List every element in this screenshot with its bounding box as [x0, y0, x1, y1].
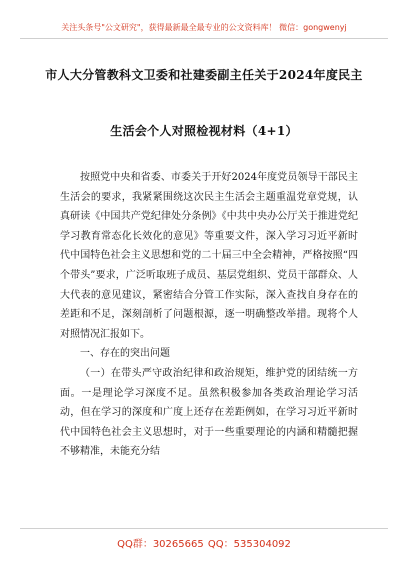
- document-body: [60, 168, 358, 462]
- document-title-line-2: 生活会个人对照检视材料（4+1）: [110, 124, 298, 138]
- document-title-line-1: 市人大分管教科文卫委和社建委副主任关于2024年度民主: [45, 68, 363, 82]
- paragraph-section-1: （一）在带头严守政治纪律和政治规矩，维护党的团结统一方面。一是理论学习深度不足。虽然积极参加各类政治理论学习活动，但在学习的深度和广度上还存在差距例如，在学习习近平新时代中国特色社会主义思想时，对于一些重要理论的内涵和精髓把握不够精准，未能充分结: [60, 367, 358, 458]
- header-note: 关注头条号"公文研究"，获得最新最全最专业的公文资料库！ 微信：gongwenyj: [61, 23, 347, 32]
- paragraph-intro: 按照党中央和省委、市委关于开好2024年度党员领导干部民主生活会的要求，我紧紧围绕这次民主生活会主题重温党章党规，认真研读《中国共产党纪律处分条例》《中共中央办公厅关于推进党纪学习教育常态化长效化的意见》等重要文件，深入学习习近平新时代中国特色社会主义思想和党的二十届三中全会精神，严格按照“四个带头”要求，广泛听取班子成员、基层党组织、党员干部群众、人大代表的意见建议，紧密结合分管工作实际，深入查找自身存在的差距和不足，深刻剖析了问题根源，逐一明确整改举措。现将个人对照情况汇报如下。: [60, 172, 358, 340]
- section-heading: 一、存在的突出问题: [80, 348, 170, 360]
- footer-contact: QQ群：30265665 QQ：535304092: [117, 539, 291, 550]
- footer-divider: [20, 528, 388, 529]
- header-divider: [20, 38, 388, 39]
